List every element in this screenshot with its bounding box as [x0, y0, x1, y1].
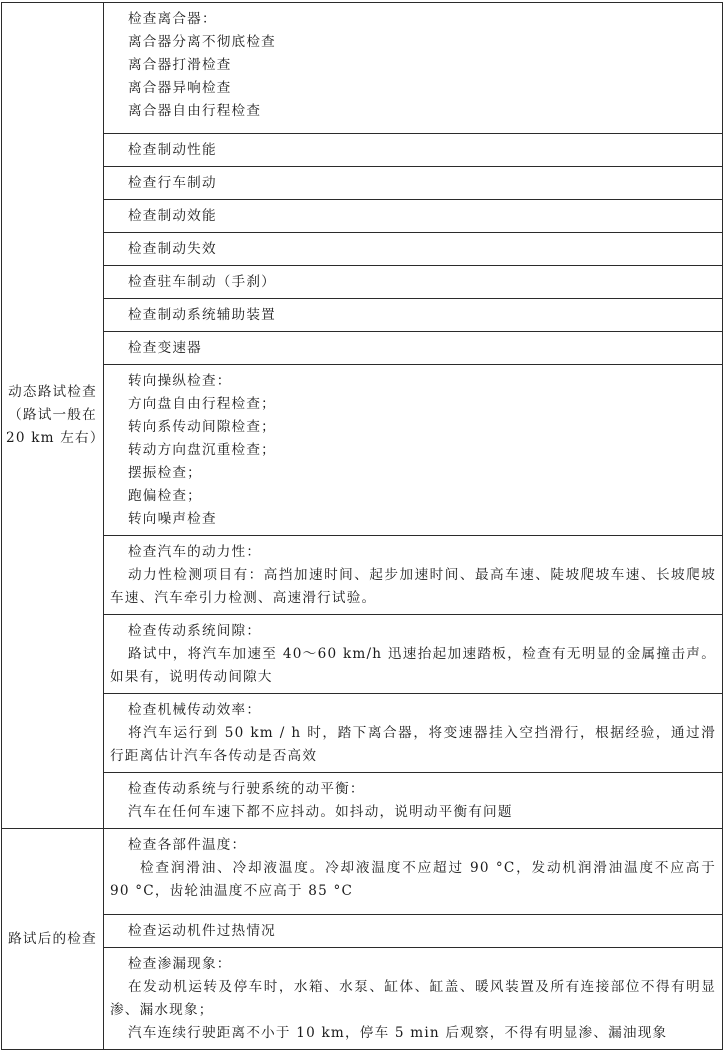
item-cell	[104, 134, 723, 167]
table-row	[2, 233, 723, 266]
item-heading: 检查制动性能	[128, 142, 217, 158]
table-row	[2, 3, 723, 134]
table-row	[2, 200, 723, 233]
inspection-table	[1, 2, 723, 1050]
table-row	[2, 134, 723, 167]
item-heading: 检查制动失效	[128, 241, 217, 257]
item-line: 跑偏检查；	[128, 488, 202, 504]
item-heading: 检查离合器：	[128, 11, 217, 27]
item-paragraph: 将汽车运行到 50 km / h 时，踏下离合器，将变速器挂入空挡滑行，根据经验，通过滑行距离估计汽车各传动是否高效	[110, 725, 716, 764]
item-paragraph: 动力性检测项目有：高挡加速时间、起步加速时间、最高车速、陡坡爬坡车速、长坡爬坡车速、汽车牵引力检测、高速滑行试验。	[110, 567, 716, 606]
item-heading: 检查制动效能	[128, 208, 217, 224]
table-row	[2, 694, 723, 773]
item-heading: 检查驻车制动（手刹）	[128, 274, 276, 290]
item-heading: 检查变速器	[128, 340, 202, 356]
item-cell	[104, 915, 723, 948]
table-row	[2, 773, 723, 829]
item-line: 转向噪声检查	[128, 511, 217, 527]
item-cell	[104, 829, 723, 915]
item-cell	[104, 694, 723, 773]
item-paragraph: 路试中，将汽车加速至 40～60 km/h 迅速抬起加速踏板，检查有无明显的金属撞击声。如果有，说明传动间隙大	[110, 646, 716, 685]
item-cell	[104, 266, 723, 299]
item-heading: 检查传动系统与行驶系统的动平衡：	[128, 781, 365, 797]
category-cell	[2, 3, 104, 829]
item-line: 离合器打滑检查	[128, 57, 232, 73]
item-cell	[104, 233, 723, 266]
item-cell	[104, 167, 723, 200]
item-cell	[104, 615, 723, 694]
item-cell	[104, 3, 723, 134]
item-heading: 检查传动系统间隙：	[128, 623, 262, 639]
item-line: 方向盘自由行程检查；	[128, 396, 276, 412]
item-heading: 检查汽车的动力性：	[128, 544, 262, 560]
item-heading: 检查机械传动效率：	[128, 702, 262, 718]
item-line: 离合器自由行程检查	[128, 103, 262, 119]
item-cell	[104, 365, 723, 536]
item-paragraph: 在发动机运转及停车时，水箱、水泵、缸体、缸盖、暖风装置及所有连接部位不得有明显渗、漏水现象；	[110, 979, 716, 1018]
item-paragraph: 检查润滑油、冷却液温度。冷却液温度不应超过 90 °C，发动机润滑油温度不应高于 90 °C，齿轮油温度不应高于 85 °C	[110, 860, 716, 899]
category-label: 动态路试检查（路试一般在 20 km 左右）	[6, 384, 105, 446]
table-row	[2, 167, 723, 200]
item-cell	[104, 536, 723, 615]
table-row	[2, 948, 723, 1050]
table-row	[2, 299, 723, 332]
category-cell	[2, 829, 104, 1050]
category-label: 路试后的检查	[8, 930, 97, 947]
item-line: 汽车连续行驶距离不小于 10 km，停车 5 min 后观察，不得有明显渗、漏油现象	[128, 1025, 668, 1041]
table-row	[2, 365, 723, 536]
item-line: 转向系传动间隙检查；	[128, 419, 276, 435]
item-line: 离合器分离不彻底检查	[128, 34, 276, 50]
item-heading: 转向操纵检查：	[128, 373, 232, 389]
item-line: 转动方向盘沉重检查；	[128, 442, 276, 458]
table-row	[2, 915, 723, 948]
item-cell	[104, 773, 723, 829]
table-row	[2, 829, 723, 915]
item-heading: 检查行车制动	[128, 175, 217, 191]
table-row	[2, 536, 723, 615]
item-cell	[104, 332, 723, 365]
table-row	[2, 332, 723, 365]
item-cell	[104, 948, 723, 1050]
item-heading: 检查渗漏现象：	[128, 956, 232, 972]
item-heading: 检查运动机件过热情况	[128, 923, 276, 939]
item-heading: 检查各部件温度：	[128, 837, 247, 853]
item-heading: 检查制动系统辅助装置	[128, 307, 276, 323]
item-cell	[104, 299, 723, 332]
item-cell	[104, 200, 723, 233]
item-line: 汽车在任何车速下都不应抖动。如抖动，说明动平衡有问题	[128, 804, 513, 820]
item-line: 离合器异响检查	[128, 80, 232, 96]
item-line: 摆振检查；	[128, 465, 202, 481]
table-row	[2, 615, 723, 694]
table-row	[2, 266, 723, 299]
